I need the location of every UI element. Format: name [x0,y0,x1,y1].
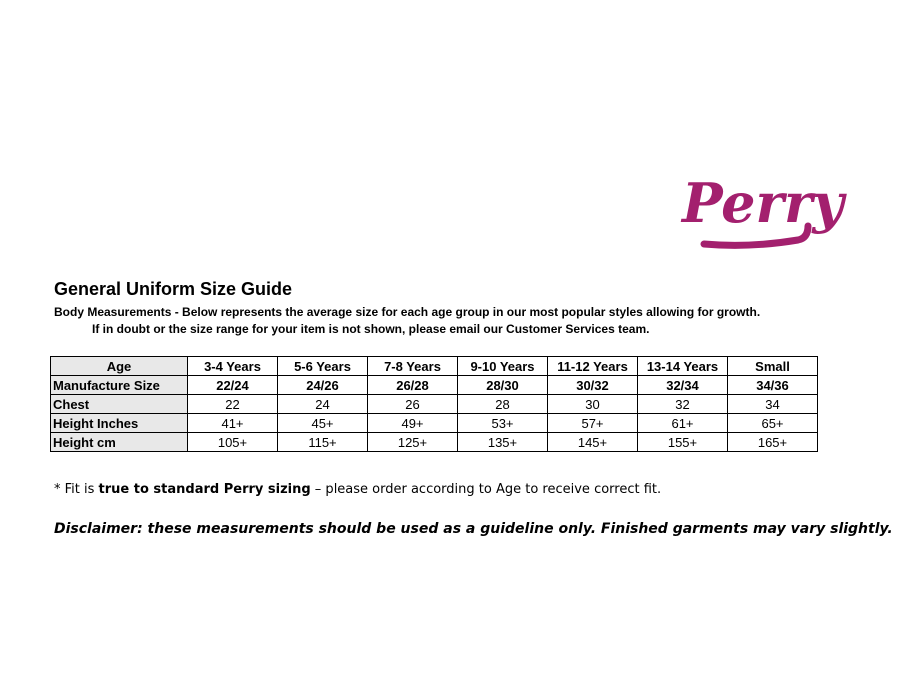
table-cell: 57+ [548,414,638,433]
disclaimer: Disclaimer: these measurements should be used as a guideline only. Finished garments may vary slightly. [54,521,893,537]
table-header-row [51,357,818,376]
row-label: Chest [51,395,188,414]
row-label: Height cm [51,433,188,452]
table-cell: 11-12 Years [548,357,638,376]
logo-wordmark: Perry [682,171,844,235]
table-cell: Small [728,357,818,376]
table-cell: 28/30 [458,376,548,395]
row-label: Height Inches [51,414,188,433]
table-cell: 135+ [458,433,548,452]
row-label: Manufacture Size [51,376,188,395]
table-cell: 165+ [728,433,818,452]
table-cell: 30/32 [548,376,638,395]
table-cell: 24 [278,395,368,414]
fit-note-suffix: – please order according to Age to receive correct fit. [310,482,662,497]
table-cell: 22/24 [188,376,278,395]
table-cell: 32 [638,395,728,414]
row-label: Age [51,357,188,376]
table-cell: 105+ [188,433,278,452]
table-row [51,395,818,414]
table-cell: 49+ [368,414,458,433]
fit-note-emphasis: true to standard Perry sizing [98,482,311,497]
table-cell: 61+ [638,414,728,433]
table-cell: 34 [728,395,818,414]
table-row [51,376,818,395]
table-cell: 65+ [728,414,818,433]
table-cell: 32/34 [638,376,728,395]
table-cell: 155+ [638,433,728,452]
table-cell: 3-4 Years [188,357,278,376]
page-title: General Uniform Size Guide [54,279,293,299]
table-cell: 30 [548,395,638,414]
table-cell: 45+ [278,414,368,433]
table-cell: 34/36 [728,376,818,395]
table-cell: 26/28 [368,376,458,395]
table-row [51,414,818,433]
table-cell: 115+ [278,433,368,452]
fit-note [54,482,661,497]
table-cell: 22 [188,395,278,414]
table-cell: 41+ [188,414,278,433]
table-cell: 28 [458,395,548,414]
table-cell: 13-14 Years [638,357,728,376]
table-cell: 24/26 [278,376,368,395]
table-row [51,433,818,452]
table-cell: 7-8 Years [368,357,458,376]
intro-text-line-2: If in doubt or the size range for your item is not shown, please email our Customer Services team. [92,322,650,336]
table-cell: 26 [368,395,458,414]
fit-note-prefix: * Fit is [54,482,99,497]
intro-text-line-1: Body Measurements - Below represents the average size for each age group in our most popular styles allowing for growth. [54,305,761,319]
table-cell: 53+ [458,414,548,433]
table-cell: 5-6 Years [278,357,368,376]
perry-logo [680,160,844,255]
table-cell: 125+ [368,433,458,452]
table-cell: 145+ [548,433,638,452]
size-table [50,356,818,452]
table-cell: 9-10 Years [458,357,548,376]
